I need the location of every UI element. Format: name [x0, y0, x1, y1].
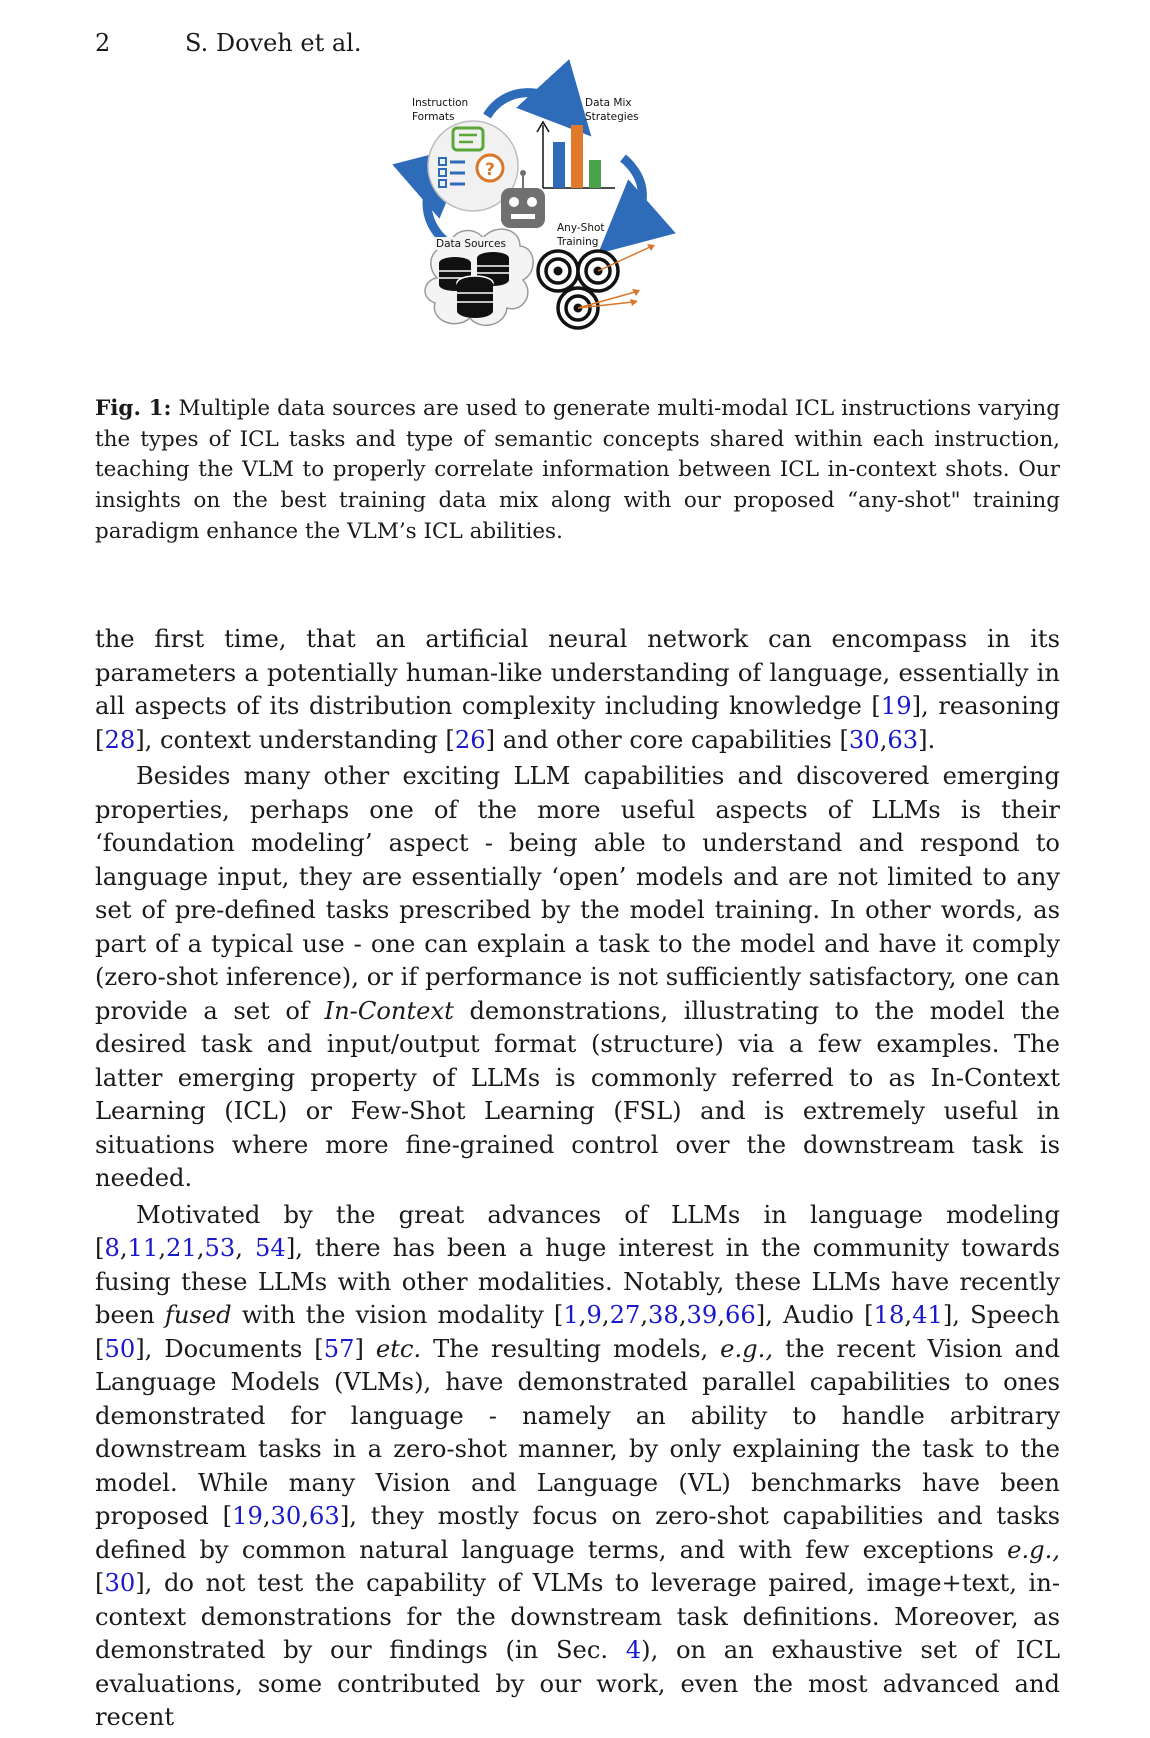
text-span: ], reasoning [ [95, 692, 1060, 754]
paragraph-1 [95, 623, 1060, 757]
running-header [95, 28, 361, 58]
figure-1-diagram [412, 88, 725, 373]
citation-link[interactable]: 9 [586, 1301, 602, 1329]
text-span: , [717, 1301, 726, 1329]
text-span: ]. [918, 725, 936, 754]
cycle-arrow-right [623, 158, 642, 230]
text-span: ], Audio [ [755, 1301, 874, 1329]
text-span: , [678, 1301, 687, 1329]
text-span: , [158, 1234, 167, 1262]
citation-link[interactable]: 1 [563, 1301, 579, 1329]
text-span: ], they mostly focus on zero-shot capabilities and tasks defined by common natural language terms, and with few exceptions [95, 1502, 1060, 1564]
citation-link[interactable]: 63 [887, 725, 919, 754]
text-span: The resulting models, [421, 1334, 721, 1363]
citation-link[interactable]: 53 [204, 1234, 236, 1262]
svg-text:?: ? [485, 160, 495, 180]
citation-link[interactable]: 30 [270, 1502, 302, 1530]
text-span: the first time, that an artificial neural network can encompass in its parameters a potentially human-like understanding of language, essentially in all aspects of its distribution complexity including knowledge [ [95, 625, 1060, 720]
text-span: with the vision modality [ [231, 1301, 564, 1329]
citation-link[interactable]: 41 [912, 1301, 943, 1329]
figure-caption [95, 394, 1060, 548]
text-span: ] and other core capabilities [ [485, 725, 849, 754]
text-span: ], Speech [ [95, 1301, 1060, 1363]
text-span: , [196, 1234, 205, 1262]
text-span: , [879, 725, 888, 754]
data-mix-bar-icon [537, 122, 615, 188]
text-span: Motivated by the great advances of LLMs in language modeling [ [95, 1200, 1060, 1262]
page-number: 2 [95, 29, 111, 57]
body-text [95, 623, 1060, 1738]
label-data-sources: Data Sources [436, 238, 506, 250]
paragraph-3 [95, 1199, 1060, 1735]
text-span: , [301, 1502, 310, 1530]
text-span: the recent Vision and Language Models (VLMs), have demonstrated parallel capabilities to ones demonstrated for language - namely an ability to handle arbitrary downstream tasks in a zero-shot manner, by only explaining the task to the model. While many Vision and Language (VL) benchmarks have been proposed [ [95, 1334, 1060, 1530]
emphasis: In-Context [324, 996, 454, 1025]
citation-link[interactable]: 50 [104, 1334, 136, 1363]
label-instruction-formats-line1: Instruction [412, 97, 469, 109]
targets-icon [538, 244, 655, 328]
citation-link[interactable]: 39 [686, 1301, 718, 1329]
figure-1 [412, 88, 725, 373]
citation-link[interactable]: 26 [454, 725, 486, 754]
text-span: Besides many other exciting LLM capabilities and discovered emerging properties, perhaps one of the more useful aspects of LLMs is their ‘foundation modeling’ aspect - being able to understand and respond to language input, they are essentially ‘open’ models and are not limited to any set of pre-defined tasks prescribed by the model training. In other words, as part of a typical use - one can explain a task to the model and have it comply (zero-shot inference), or if performance is not sufficiently satisfactory, one can provide a set of [95, 762, 1060, 1025]
text-span: , [235, 1234, 256, 1262]
text-span: [ [95, 1569, 105, 1597]
text-span: ), on an exhaustive set of ICL evaluations, some contributed by our work, even the most advanced and recent [95, 1636, 1061, 1731]
text-span: ], there has been a huge interest in the community towards fusing these LLMs with other modalities. Notably, these LLMs have recently been [95, 1234, 1060, 1329]
label-data-mix-line2: Strategies [585, 111, 639, 123]
text-span: , [904, 1301, 913, 1329]
citation-link[interactable]: 28 [104, 725, 136, 754]
running-authors: S. Doveh et al. [185, 29, 362, 57]
emphasis: e.g., [1007, 1535, 1060, 1564]
text-span: ], context understanding [ [135, 725, 455, 754]
citation-link[interactable]: 19 [880, 692, 912, 720]
citation-link[interactable]: 63 [309, 1502, 340, 1530]
citation-link[interactable]: 21 [166, 1234, 197, 1262]
citation-link[interactable]: 27 [609, 1301, 641, 1329]
text-span: , [640, 1301, 649, 1329]
caption-text: Multiple data sources are used to generate multi-modal ICL instructions varying the types of ICL tasks and type of semantic concepts shared within each instruction, teaching the VLM to properly correlate information between ICL in-context shots. Our insights on the best training data mix along with our proposed “any-shot" training paradigm enhance the VLM’s ICL abilities. [95, 396, 1060, 544]
citation-link[interactable]: 66 [725, 1301, 756, 1329]
cycle-arrow-top [487, 93, 567, 116]
emphasis: etc. [375, 1334, 422, 1363]
citation-link[interactable]: 8 [104, 1234, 120, 1262]
section-link[interactable]: 4 [625, 1636, 642, 1664]
label-any-shot-line2: Training [557, 236, 599, 248]
text-span: , [578, 1301, 587, 1329]
text-span: ], do not test the capability of VLMs to leverage paired, image+text, in-context demonstrations for the downstream task definitions. Moreover, as demonstrated by our findings (in Sec. [95, 1569, 1060, 1664]
text-span: , [262, 1502, 271, 1530]
emphasis: fused [164, 1301, 232, 1329]
text-span: demonstrations, illustrating to the model the desired task and input/output format (structure) via a few examples. The latter emerging property of LLMs is commonly referred to as In-Context Learning (ICL) or Few-Shot Learning (FSL) and is extremely useful in situations where more fine-grained control over the downstream task is needed. [95, 996, 1060, 1192]
label-instruction-formats-line2: Formats [412, 111, 455, 123]
text-span: ], Documents [ [135, 1334, 324, 1363]
citation-link[interactable]: 30 [104, 1569, 136, 1597]
citation-link[interactable]: 19 [232, 1502, 263, 1530]
data-sources-icon [425, 229, 533, 325]
citation-link[interactable]: 54 [255, 1234, 286, 1262]
label-any-shot-line1: Any-Shot [557, 222, 605, 234]
caption-label: Fig. 1: [95, 396, 172, 421]
citation-link[interactable]: 18 [873, 1301, 905, 1329]
text-span: , [601, 1301, 610, 1329]
citation-link[interactable]: 57 [323, 1334, 355, 1363]
paragraph-2 [95, 760, 1060, 1196]
citation-link[interactable]: 38 [648, 1301, 679, 1329]
label-data-mix-line1: Data Mix [585, 97, 632, 109]
citation-link[interactable]: 30 [848, 725, 880, 754]
text-span: , [119, 1234, 128, 1262]
text-span: ] [354, 1334, 376, 1363]
emphasis: e.g., [720, 1334, 774, 1363]
citation-link[interactable]: 11 [127, 1234, 159, 1262]
